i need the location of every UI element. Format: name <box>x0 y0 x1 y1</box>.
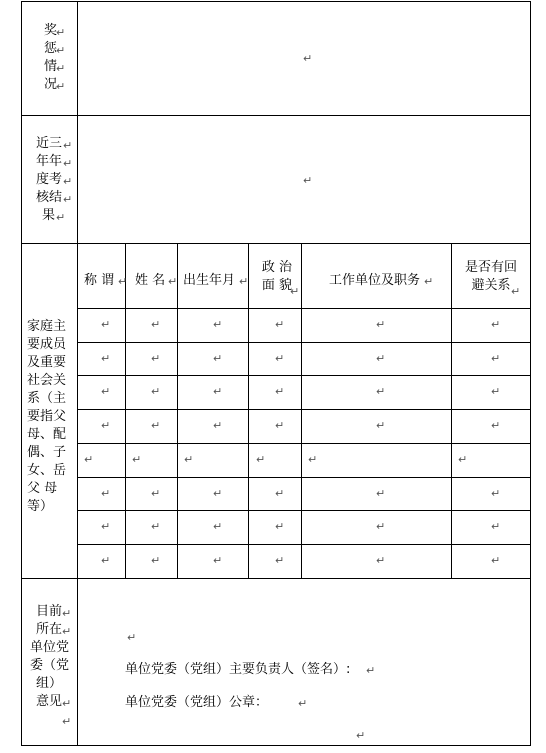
label-divider <box>77 1 78 746</box>
table-cell[interactable]: ↵ <box>491 385 501 398</box>
rewards-label-line: 况 <box>44 77 58 92</box>
table-cell[interactable]: ↵ <box>101 487 111 500</box>
row-line <box>77 342 531 343</box>
table-cell[interactable]: ↵ <box>101 318 111 331</box>
table-cell[interactable]: ↵ <box>101 352 111 365</box>
rewards-label-line: 奖 <box>44 23 58 38</box>
section-divider-2 <box>21 243 531 244</box>
table-cell[interactable]: ↵ <box>376 419 386 432</box>
paragraph-mark: ↵ <box>62 697 72 710</box>
opinion-label-line: 委（党 <box>30 658 70 673</box>
col-line <box>125 243 126 578</box>
family-label-line: 社会关 <box>27 373 67 388</box>
table-cell[interactable]: ↵ <box>275 318 285 331</box>
row-line <box>77 308 531 309</box>
table-cell[interactable]: ↵ <box>213 520 223 533</box>
table-cell[interactable]: ↵ <box>213 385 223 398</box>
table-cell[interactable]: ↵ <box>151 554 161 567</box>
family-label-line: 偶、子 <box>27 445 67 460</box>
paragraph-mark: ↵ <box>56 211 66 224</box>
table-cell[interactable]: ↵ <box>275 554 285 567</box>
seal-line[interactable]: 单位党委（党组）公章： <box>125 695 269 710</box>
paragraph-mark: ↵ <box>56 26 66 39</box>
table-cell[interactable]: ↵ <box>151 318 161 331</box>
paragraph-mark: ↵ <box>62 625 72 638</box>
family-label-line: 要成员 <box>27 337 67 352</box>
header-work: 工作单位及职务 <box>329 273 421 288</box>
table-cell[interactable]: ↵ <box>376 487 386 500</box>
rewards-label-line: 惩 <box>44 41 58 56</box>
header-avoid-line: 避关系 <box>471 278 511 293</box>
table-cell[interactable]: ↵ <box>376 352 386 365</box>
table-cell[interactable]: ↵ <box>213 419 223 432</box>
row-line <box>77 477 531 478</box>
table-cell[interactable]: ↵ <box>101 520 111 533</box>
table-cell[interactable]: ↵ <box>376 385 386 398</box>
family-label-line: 母、配 <box>27 427 67 442</box>
family-label-line: 女、岳 <box>27 463 67 478</box>
family-label-line: 要指父 <box>27 409 67 424</box>
paragraph-mark: ↵ <box>63 157 73 170</box>
paragraph-mark: ↵ <box>356 729 366 742</box>
table-cell[interactable]: ↵ <box>376 318 386 331</box>
paragraph-mark: ↵ <box>63 175 73 188</box>
paragraph-mark: ↵ <box>290 285 300 298</box>
opinion-label-line: 所在 <box>36 622 63 637</box>
table-cell[interactable]: ↵ <box>213 554 223 567</box>
table-cell[interactable]: ↵ <box>213 318 223 331</box>
signature-line[interactable]: 单位党委（党组）主要负责人（签名）: <box>125 662 351 677</box>
family-label-line: 及重要 <box>27 355 67 370</box>
review-label-line: 近三 <box>36 136 63 151</box>
opinion-label-line: 目前 <box>36 604 63 619</box>
review-content-mark[interactable]: ↵ <box>303 174 313 187</box>
opinion-label-line: 单位党 <box>30 640 70 655</box>
col-line <box>177 243 178 578</box>
paragraph-mark: ↵ <box>298 697 308 710</box>
table-cell[interactable]: ↵ <box>491 487 501 500</box>
review-label-line: 度考 <box>36 172 63 187</box>
table-cell[interactable]: ↵ <box>151 352 161 365</box>
family-label-line: 家庭主 <box>27 319 67 334</box>
table-cell[interactable]: ↵ <box>151 419 161 432</box>
paragraph-mark: ↵ <box>62 715 72 728</box>
table-cell[interactable]: ↵ <box>275 419 285 432</box>
table-cell[interactable]: ↵ <box>308 453 318 466</box>
table-cell[interactable]: ↵ <box>151 520 161 533</box>
frame-right <box>530 1 531 746</box>
table-cell[interactable]: ↵ <box>491 554 501 567</box>
family-label-line: 等） <box>27 499 54 514</box>
table-cell[interactable]: ↵ <box>132 453 142 466</box>
section-divider-3 <box>21 578 531 579</box>
paragraph-mark: ↵ <box>56 44 66 57</box>
col-line <box>248 243 249 578</box>
paragraph-mark: ↵ <box>56 62 66 75</box>
paragraph-mark: ↵ <box>511 285 521 298</box>
table-cell[interactable]: ↵ <box>491 318 501 331</box>
row-line <box>77 544 531 545</box>
rewards-content-mark[interactable]: ↵ <box>303 52 313 65</box>
header-birth: 出生年月 <box>183 273 236 288</box>
header-relation: 称 谓 <box>84 273 115 288</box>
paragraph-mark: ↵ <box>424 275 434 288</box>
header-name: 姓 名 <box>135 273 166 288</box>
table-cell[interactable]: ↵ <box>491 352 501 365</box>
paragraph-mark: ↵ <box>239 275 249 288</box>
paragraph-mark: ↵ <box>118 275 128 288</box>
table-cell[interactable]: ↵ <box>213 352 223 365</box>
frame-bottom <box>21 745 531 746</box>
table-cell[interactable]: ↵ <box>376 520 386 533</box>
table-cell[interactable]: ↵ <box>213 487 223 500</box>
family-label <box>27 318 66 516</box>
table-cell[interactable]: ↵ <box>184 453 194 466</box>
table-cell[interactable]: ↵ <box>275 487 285 500</box>
col-line <box>301 243 302 578</box>
table-cell[interactable]: ↵ <box>275 385 285 398</box>
frame-top <box>21 1 531 2</box>
rewards-label-line: 情 <box>44 59 58 74</box>
table-cell[interactable]: ↵ <box>84 453 94 466</box>
row-line <box>77 375 531 376</box>
frame-left <box>21 1 22 746</box>
paragraph-mark: ↵ <box>63 139 73 152</box>
table-cell[interactable]: ↵ <box>101 554 111 567</box>
table-cell[interactable]: ↵ <box>256 453 266 466</box>
table-cell[interactable]: ↵ <box>458 453 468 466</box>
header-political-line: 面 貌 <box>261 278 293 293</box>
review-label-line: 年年 <box>36 154 63 169</box>
paragraph-mark: ↵ <box>168 275 178 288</box>
table-cell[interactable]: ↵ <box>275 520 285 533</box>
review-label-line: 果 <box>42 208 56 223</box>
paragraph-mark: ↵ <box>63 193 73 206</box>
table-cell[interactable]: ↵ <box>376 554 386 567</box>
paragraph-mark: ↵ <box>56 80 66 93</box>
paragraph-mark: ↵ <box>62 607 72 620</box>
table-cell[interactable]: ↵ <box>151 385 161 398</box>
header-avoid-line: 是否有回 <box>464 260 517 275</box>
col-line <box>451 243 452 578</box>
table-cell[interactable]: ↵ <box>275 352 285 365</box>
review-label-line: 核结 <box>36 190 63 205</box>
header-political-line: 政 治 <box>261 260 293 275</box>
row-line <box>77 443 531 444</box>
family-label-line: 系（主 <box>27 391 67 406</box>
opinion-label-line: 意见 <box>36 694 63 709</box>
opinion-content-mark[interactable]: ↵ <box>127 631 137 644</box>
table-cell[interactable]: ↵ <box>151 487 161 500</box>
row-line <box>77 409 531 410</box>
row-line <box>77 510 531 511</box>
opinion-label-line: 组） <box>36 676 63 691</box>
table-cell[interactable]: ↵ <box>491 520 501 533</box>
paragraph-mark: ↵ <box>366 664 376 677</box>
section-divider-1 <box>21 115 531 116</box>
table-cell[interactable]: ↵ <box>491 419 501 432</box>
table-cell[interactable]: ↵ <box>101 385 111 398</box>
family-label-line: 父 母 <box>27 481 58 496</box>
table-cell[interactable]: ↵ <box>101 419 111 432</box>
